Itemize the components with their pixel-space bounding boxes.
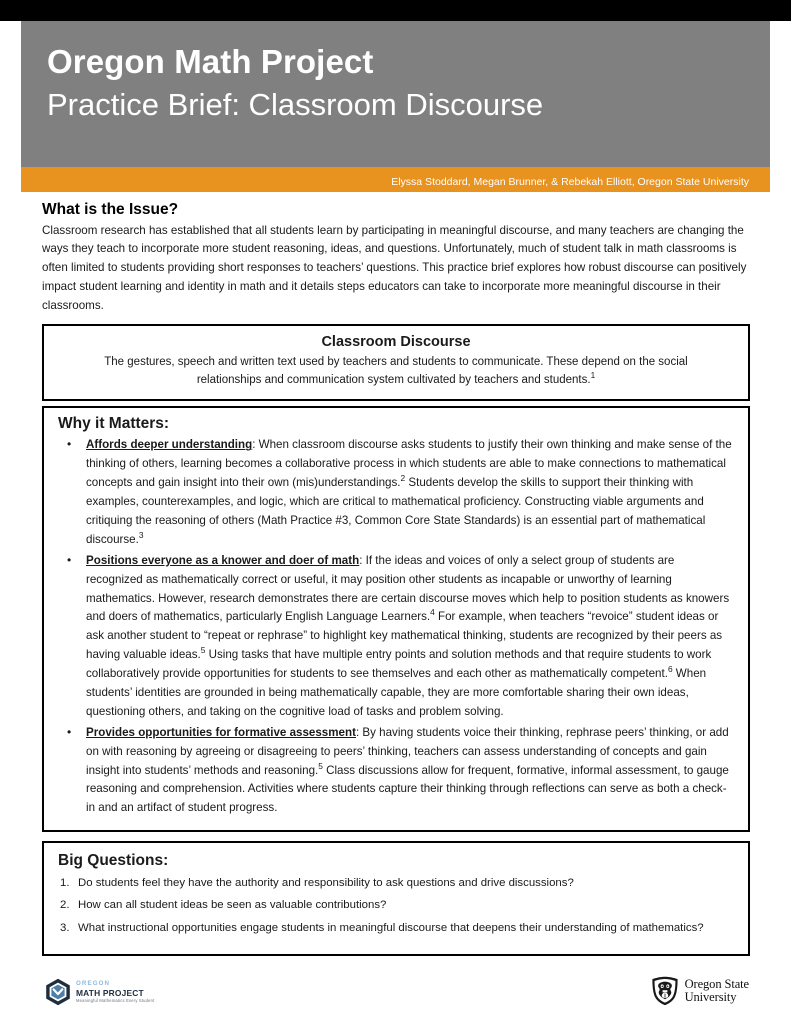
top-black-bar bbox=[0, 0, 791, 21]
page-title: Oregon Math Project bbox=[47, 43, 374, 80]
osu-logo-line-2: University bbox=[684, 990, 737, 1004]
list-item: What instructional opportunities engage students in meaningful discourse that deepens their understanding of mathematics? bbox=[78, 921, 704, 934]
bullet-segment: When students’ identities are grounded in being mathematically capable, they are more comfortable sharing their own ideas, questioning others, and taking on the cognitive load of tasks and problem solving. bbox=[86, 667, 707, 718]
bullet-lead-in: Positions everyone as a knower and doer of math bbox=[86, 553, 360, 567]
footnote-marker: 6 bbox=[667, 664, 673, 675]
issue-paragraph: Classroom research has established that all students learn by participating in meaningful discourse, and many teachers are changing the ways they teach to incorporate more student reasoning, ideas, and questions. Unfortunately, much of student talk in math classrooms is often limited to students providing short responses to teachers’ questions. This practice brief explores how robust discourse can positively impact student learning and identity in math and it details steps educators can take to incorporate more meaningful discourse in their classrooms. bbox=[42, 223, 747, 312]
bullet-segment: For example, when teachers “revoice” student ideas or ask another student to “repeat or rephrase” to highlight key mathematical thinking, students are recognized by their peers as having valuable ideas. bbox=[86, 610, 723, 662]
why-it-matters-box bbox=[42, 406, 750, 832]
discourse-box-definition bbox=[58, 353, 734, 390]
list-item: How can all student ideas be seen as valuable contributions? bbox=[78, 899, 387, 912]
document-body bbox=[21, 192, 770, 956]
classroom-discourse-box bbox=[42, 324, 750, 402]
list-item bbox=[58, 552, 734, 722]
author-list: Elyssa Stoddard, Megan Brunner, & Rebekah Elliott, Oregon State University bbox=[391, 176, 749, 188]
list-item: Do students feel they have the authority and responsibility to ask questions and drive discussions? bbox=[78, 876, 574, 889]
osu-logo-text bbox=[685, 978, 749, 1005]
footnote-marker: 3 bbox=[138, 530, 144, 541]
bullet-segment: : When classroom discourse asks students to justify their own thinking and make sense of the thinking of others, learning becomes a collaborative process in which students are able to make connections to mathematical concepts and gain insight into their own (mis)understandings. bbox=[86, 438, 732, 490]
issue-section bbox=[21, 201, 770, 316]
hexagon-checkmark-icon bbox=[45, 978, 71, 1006]
footnote-marker-1: 1 bbox=[590, 371, 596, 381]
oregon-state-university-logo bbox=[651, 976, 749, 1006]
list-item bbox=[58, 436, 734, 549]
osu-logo-line-1: Oregon State bbox=[684, 976, 749, 991]
bullet-segment: : If the ideas and voices of only a select group of students are recognized as mathematically correct or useful, it may position other students as incapable or unworthy of learning mathematics. However, research demonstrates there are certain discourse moves which help to position students as knowers and doers of mathematics, particularly English Language Learners. bbox=[86, 553, 730, 624]
footnote-marker: 4 bbox=[430, 607, 435, 618]
why-it-matters-list bbox=[58, 436, 734, 818]
bullet-segment: : By having students voice their thinking, rephrase peers’ thinking, or add on with reasoning by agreeing or disagreeing to peers’ thinking, teachers can assess understanding of concepts and gain insight into students’ methods and reasoning. bbox=[86, 725, 729, 777]
why-it-matters-heading: Why it Matters: bbox=[58, 415, 170, 433]
footnote-marker: 5 bbox=[200, 645, 206, 656]
author-band bbox=[21, 167, 770, 192]
big-questions-heading: Big Questions: bbox=[58, 852, 169, 870]
bullet-segment: Class discussions allow for frequent, formative, informal assessment, to gauge reasoning and comprehension. Activities where students capture their thinking through reflections can serve as both a check-in and an artifact of student progress. bbox=[86, 763, 729, 815]
masthead-banner bbox=[21, 21, 770, 167]
omp-logo-text bbox=[76, 981, 154, 1002]
discourse-box-title: Classroom Discourse bbox=[321, 333, 471, 350]
bullet-segment: Using tasks that have multiple entry points and solution methods and that require students to work collaboratively provide opportunities for students to see themselves and each other as mathematically competent. bbox=[86, 648, 712, 681]
issue-heading: What is the Issue? bbox=[42, 201, 179, 218]
omp-logo-tagline: Meaningful Mathematics Every Student bbox=[76, 997, 155, 1003]
omp-logo-line-2: MATH PROJECT bbox=[76, 987, 144, 998]
big-questions-box bbox=[42, 841, 750, 955]
page-footer bbox=[21, 976, 770, 1016]
beaver-shield-icon bbox=[651, 976, 679, 1006]
omp-logo-line-1: OREGON bbox=[76, 980, 111, 988]
list-item bbox=[58, 724, 734, 818]
footnote-marker: 2 bbox=[400, 473, 406, 484]
big-questions-list bbox=[58, 875, 734, 938]
discourse-definition-text: The gestures, speech and written text used by teachers and students to communicate. These depend on the social relationships and communication system cultivated by teachers and students. bbox=[104, 355, 688, 387]
bullet-lead-in: Affords deeper understanding bbox=[86, 438, 253, 452]
footnote-marker: 5 bbox=[318, 760, 323, 771]
oregon-math-project-logo bbox=[45, 978, 154, 1006]
page-subtitle: Practice Brief: Classroom Discourse bbox=[47, 86, 544, 122]
bullet-segment: Students develop the skills to support their thinking with examples, counterexamples, and logic, which are critical to mathematical proficiency. Constructing viable arguments and critiquing the reasoning of others (Math Practice #3, Common Core State Standards) is an essential part of mathematical discourse. bbox=[86, 476, 706, 546]
bullet-lead-in: Provides opportunities for formative assessment bbox=[86, 725, 356, 739]
